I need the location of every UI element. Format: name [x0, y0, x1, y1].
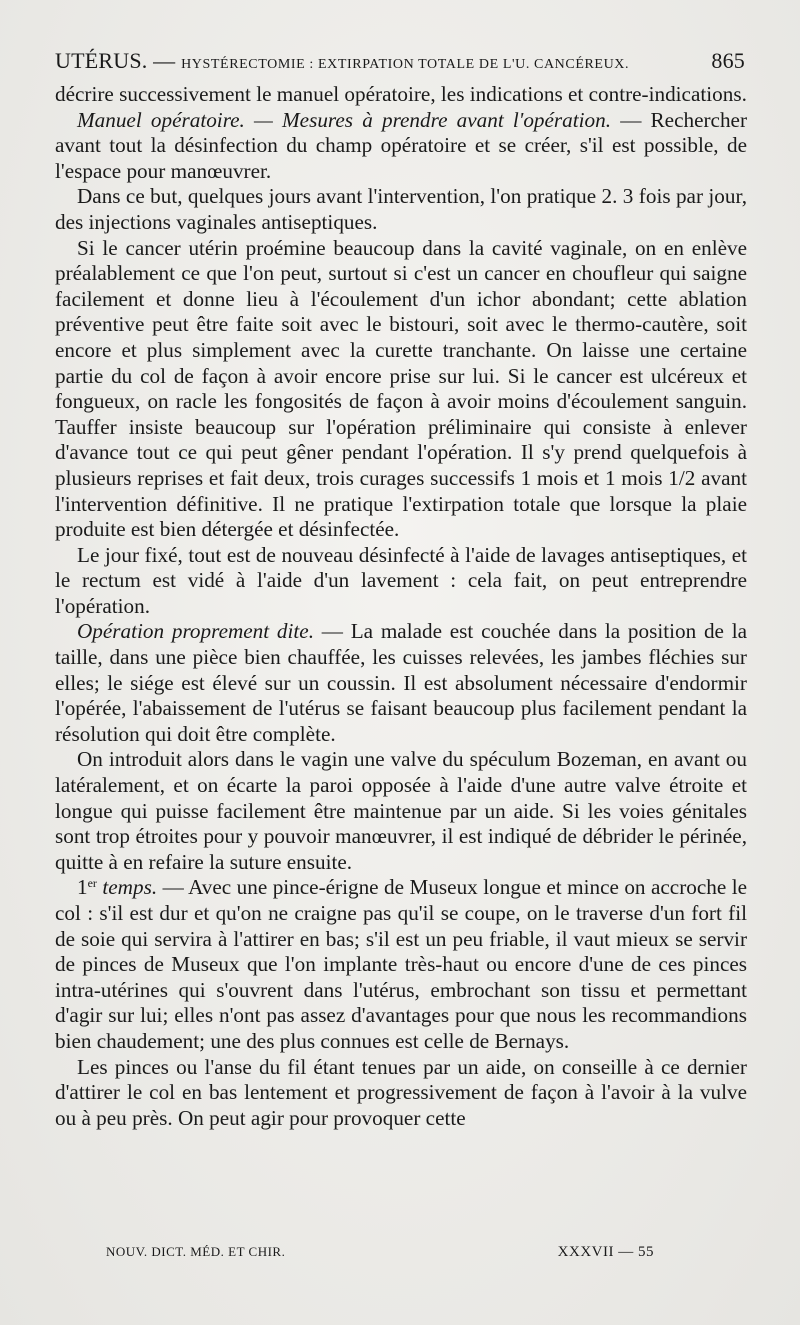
paragraph: Manuel opératoire. — Mesures à prendre avant l'opération. — Rechercher avant tout la désinfection du champ opératoire et se créer, s'il est possible, de l'espace pour manœuvrer. [55, 107, 748, 183]
paragraph: 1er temps. — Avec une pince-érigne de Museux longue et mince on accroche le col : s'il est dur et qu'on ne craigne pas qu'il se coupe, on le traverse d'un fort fil de soie qui servira à l'attirer en bas; s'il est un peu friable, il vaut mieux se servir de pinces de Museux que l'on implante très-haut ou encore d'une de ces pinces intra-utérines qui s'ouvrent dans l'utérus, embrochant son tissu et permettant d'agir sur lui; elles n'ont pas assez d'avantages pour que nous les recommandions bien chaudement; une des plus connues est celle de Bernays. [55, 875, 747, 1053]
paragraph: On introduit alors dans le vagin une valve du spéculum Bozeman, en avant ou latéralement, et on écarte la paroi opposée à l'aide d'une autre valve étroite et longue qui puisse facilement être maintenue par un aide. Si les voies génitales sont trop étroites pour y pouvoir manœuvrer, il est indiqué de débrider le périnée, quitte à en refaire la suture ensuite. [55, 747, 747, 874]
paragraph: décrire successivement le manuel opératoire, les indications et contre-indications. [55, 82, 747, 106]
paragraph: Le jour fixé, tout est de nouveau désinfecté à l'aide de lavages antiseptiques, et le rectum est vidé à l'aide d'un lavement : cela fait, on peut entreprendre l'opération. [55, 542, 747, 618]
section-heading: temps. [96, 875, 158, 900]
page-number: 865 [711, 48, 745, 73]
paragraph: Si le cancer utérin proémine beaucoup dans la cavité vaginale, on en enlève préalablement ce que l'on peut, surtout si c'est un cancer en choufleur qui saigne facilement et donne lieu à l'écoulement d'un ichor abondant; cette ablation préventive peut être faite soit avec le bistouri, soit avec le thermo-cautère, soit encore et plus simplement avec la curette tranchante. On laisse une certaine partie du col de façon à avoir encore prise sur lui. Si le cancer est ulcéreux et fongueux, on racle les fongosités de façon à avoir moins d'écoulement sanguin. Tauffer insiste beaucoup sur l'opération préliminaire qui consiste à enlever d'avance tout ce qui peut gêner pendant l'opération. Il s'y prend quelquefois à plusieurs reprises et fait deux, trois curages successifs 1 mois et 1 mois 1/2 avant l'intervention définitive. Il ne pratique l'extirpation totale que lorsque la plaie produite est bien détergée et désinfectée. [55, 235, 747, 542]
paragraph: Opération proprement dite. — La malade est couchée dans la position de la taille, dans une pièce bien chauffée, les cuisses relevées, les jambes fléchies sur elles; le siége est élevé sur un coussin. Il est absolument nécessaire d'endormir l'opérée, l'abaissement de l'utérus se faisant beaucoup plus facilement pendant la résolution qui doit être complète. [55, 619, 747, 746]
footer-publication: NOUV. DICT. MÉD. ET CHIR. [106, 1244, 286, 1259]
body-text [55, 82, 747, 1131]
step-ordinal: er [87, 876, 97, 891]
running-head [55, 48, 745, 78]
page-footer [106, 1244, 654, 1264]
running-head-subtitle: HYSTÉRECTOMIE : EXTIRPATION TOTALE DE L'U. CANCÉREUX. [181, 57, 630, 72]
step-number: 1 [77, 875, 88, 900]
section-heading: Opération proprement dite. [77, 619, 314, 644]
section-heading: Manuel opératoire. — Mesures à prendre avant l'opération. [77, 107, 612, 132]
paragraph: Dans ce but, quelques jours avant l'intervention, l'on pratique 2. 3 fois par jour, des injections vaginales antiseptiques. [55, 184, 747, 234]
paragraph: Les pinces ou l'anse du fil étant tenues par un aide, on conseille à ce dernier d'attirer le col en bas lentement et progressivement de façon à l'avoir à la vulve ou à peu près. On peut agir pour provoquer cette [55, 1054, 747, 1130]
footer-signature: XXXVII — 55 [557, 1244, 654, 1260]
running-head-title: UTÉRUS. — [55, 48, 176, 73]
